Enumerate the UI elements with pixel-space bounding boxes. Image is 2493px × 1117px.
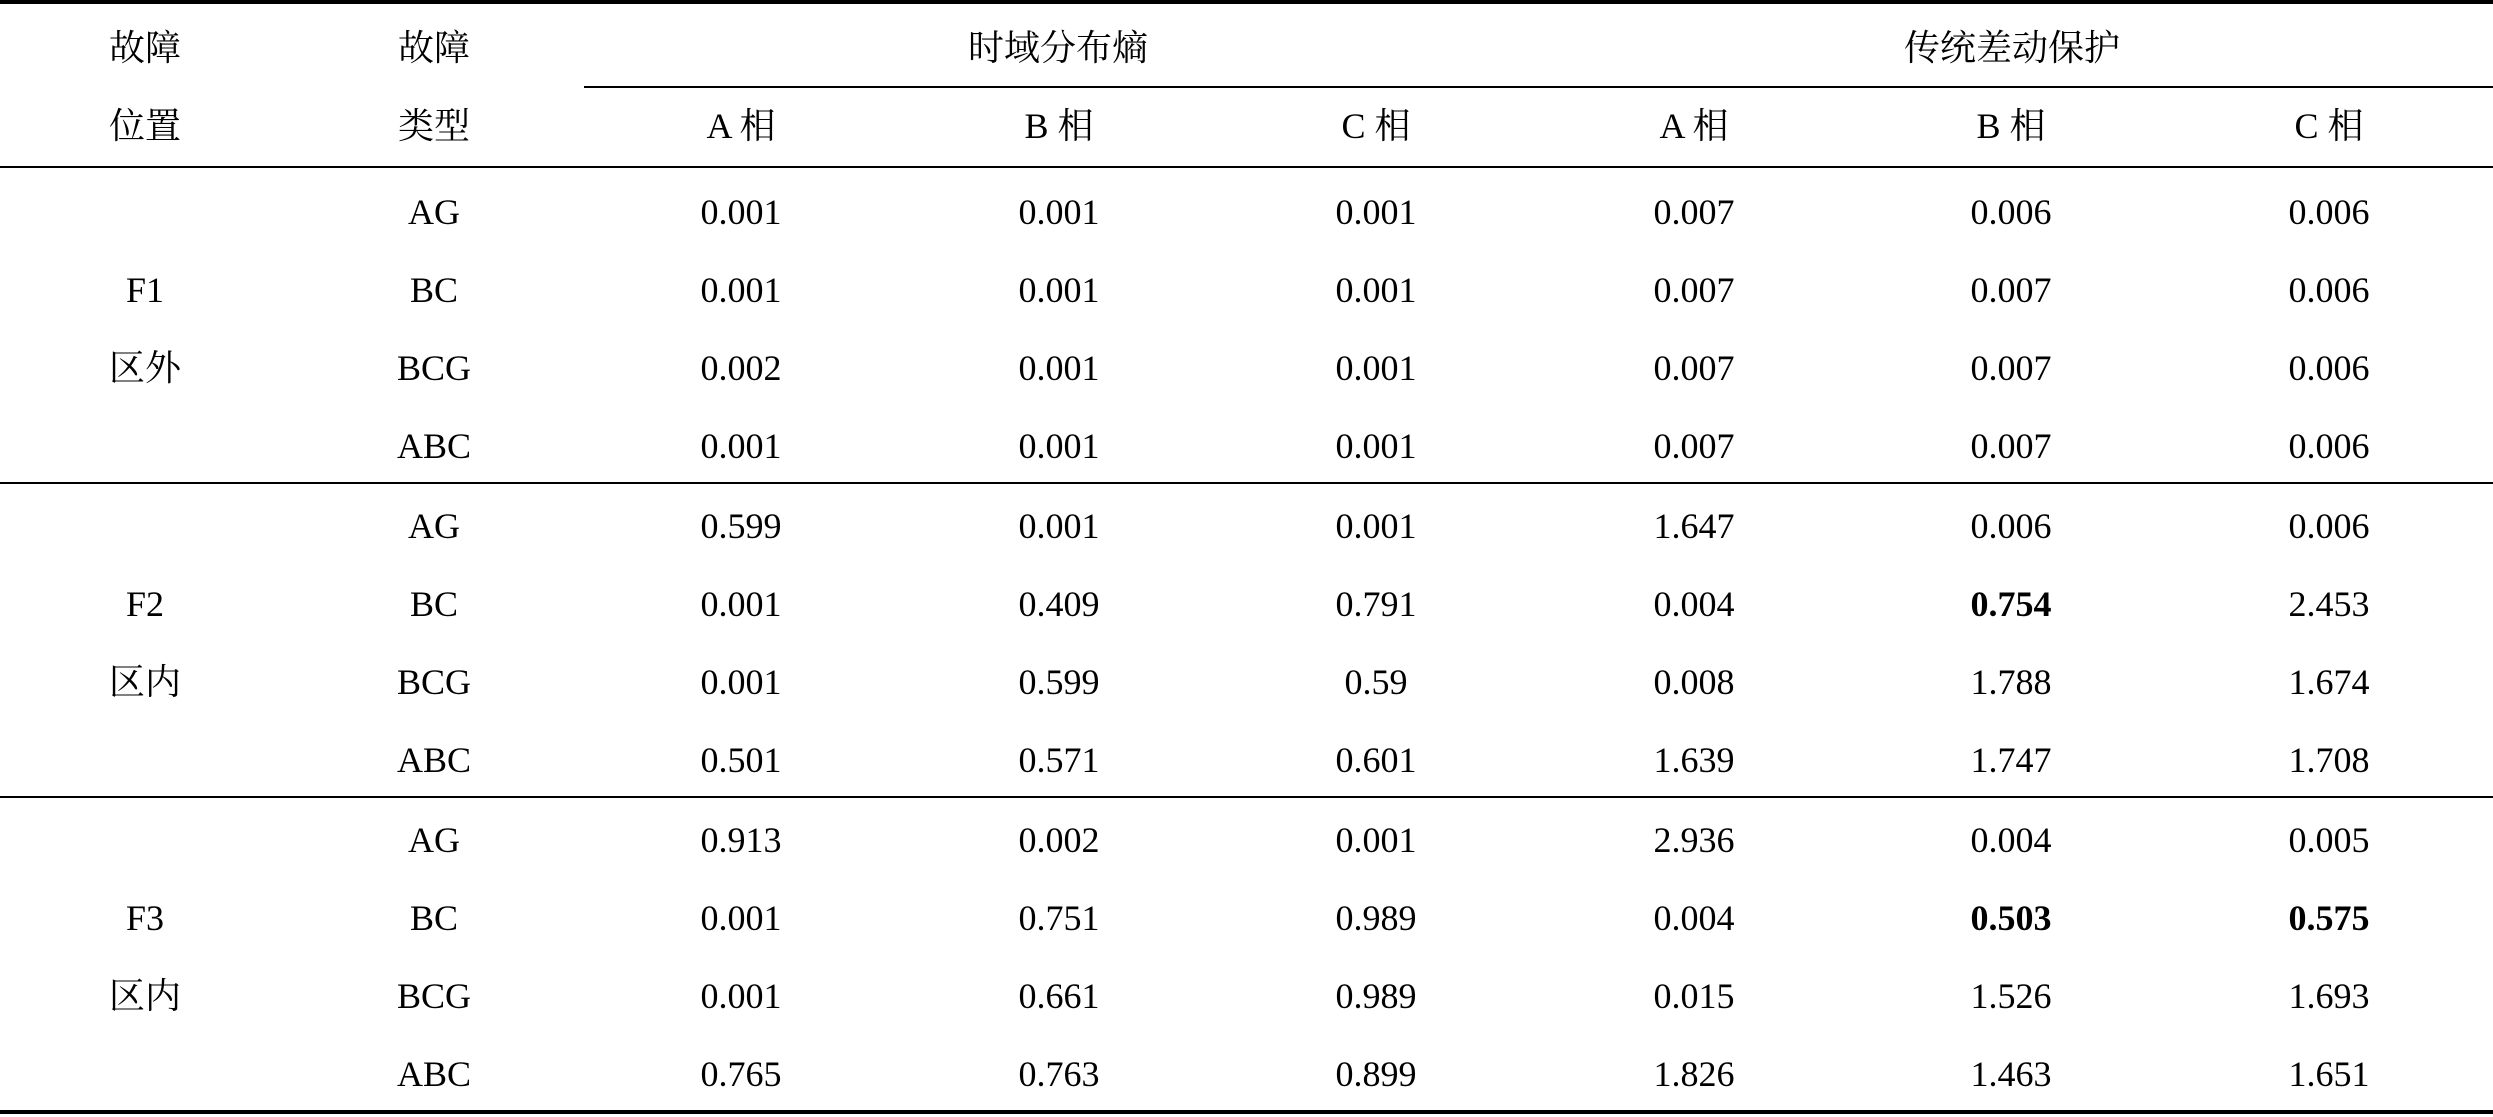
group-separator-rule [0,796,2493,798]
fault-location-label: F1 [125,270,165,310]
value-cell: 0.001 [1018,506,1100,546]
subheader-phase-4: B 相 [1976,106,2046,146]
value-cell: 0.004 [1653,898,1735,938]
value-cell: 1.674 [2288,662,2370,702]
value-cell: 0.001 [700,662,782,702]
value-cell: 0.008 [1653,662,1735,702]
subheader-phase-5: C 相 [2294,106,2364,146]
value-cell: 1.788 [1970,662,2052,702]
value-cell: 0.002 [700,348,782,388]
value-cell: 0.501 [700,740,782,780]
fault-zone-label: 区内 [108,662,182,702]
value-cell: 0.791 [1335,584,1417,624]
value-cell: 0.007 [1653,192,1735,232]
fault-type-cell: BC [409,898,459,938]
value-cell: 0.899 [1335,1054,1417,1094]
group-separator-rule [0,482,2493,484]
value-cell: 0.006 [2288,192,2370,232]
value-cell: 0.661 [1018,976,1100,1016]
value-cell: 0.599 [1018,662,1100,702]
value-cell: 0.001 [700,192,782,232]
value-cell: 0.001 [1335,820,1417,860]
value-cell: 0.001 [1335,348,1417,388]
subheader-phase-3: A 相 [1659,106,1729,146]
value-cell: 0.001 [1335,426,1417,466]
value-cell: 0.763 [1018,1054,1100,1094]
value-cell: 0.005 [2288,820,2370,860]
value-cell: 0.006 [2288,348,2370,388]
value-cell: 0.006 [2288,426,2370,466]
value-cell: 0.503 [1970,898,2052,938]
value-cell: 0.007 [1653,270,1735,310]
fault-type-cell: ABC [396,740,472,780]
value-cell: 0.015 [1653,976,1735,1016]
value-cell: 0.002 [1018,820,1100,860]
value-cell: 0.001 [1018,270,1100,310]
value-cell: 0.601 [1335,740,1417,780]
value-cell: 0.006 [1970,192,2052,232]
fault-zone-label: 区内 [108,976,182,1016]
value-cell: 1.651 [2288,1054,2370,1094]
value-cell: 0.007 [1970,270,2052,310]
value-cell: 0.006 [2288,506,2370,546]
value-cell: 0.007 [1970,348,2052,388]
value-cell: 0.989 [1335,898,1417,938]
header-fault-type-line1: 故障 [397,28,471,68]
value-cell: 0.765 [700,1054,782,1094]
header-fault-type-line2: 类型 [397,106,471,146]
value-cell: 1.463 [1970,1054,2052,1094]
top-rule [0,0,2493,4]
value-cell: 0.001 [1335,506,1417,546]
value-cell: 0.004 [1970,820,2052,860]
value-cell: 0.001 [1018,348,1100,388]
header-fault-location-line2: 位置 [108,106,182,146]
value-cell: 0.007 [1970,426,2052,466]
fault-location-label: F3 [125,898,165,938]
value-cell: 0.007 [1653,348,1735,388]
value-cell: 0.001 [700,976,782,1016]
value-cell: 0.989 [1335,976,1417,1016]
value-cell: 0.001 [700,270,782,310]
value-cell: 0.004 [1653,584,1735,624]
value-cell: 0.006 [1970,506,2052,546]
subheader-phase-2: C 相 [1341,106,1411,146]
value-cell: 1.747 [1970,740,2052,780]
header-group-differential-protection: 传统差动保护 [1903,28,2121,68]
value-cell: 0.001 [700,898,782,938]
fault-type-cell: BCG [396,976,472,1016]
value-cell: 0.754 [1970,584,2052,624]
value-cell: 0.001 [1335,192,1417,232]
value-cell: 0.001 [700,426,782,466]
fault-zone-label: 区外 [108,348,182,388]
value-cell: 1.708 [2288,740,2370,780]
value-cell: 0.571 [1018,740,1100,780]
value-cell: 0.751 [1018,898,1100,938]
header-fault-location-line1: 故障 [108,28,182,68]
value-cell: 1.647 [1653,506,1735,546]
value-cell: 0.001 [1018,426,1100,466]
header-bottom-rule [0,166,2493,168]
fault-type-cell: ABC [396,426,472,466]
fault-type-cell: BCG [396,662,472,702]
fault-type-cell: BC [409,270,459,310]
fault-type-cell: AG [408,192,460,232]
subheader-phase-1: B 相 [1024,106,1094,146]
value-cell: 0.001 [1335,270,1417,310]
value-cell: 0.59 [1344,662,1408,702]
value-cell: 0.001 [1018,192,1100,232]
group-header-rule [584,86,2493,88]
value-cell: 1.526 [1970,976,2052,1016]
value-cell: 1.826 [1653,1054,1735,1094]
fault-location-label: F2 [125,584,165,624]
header-group-time-domain-entropy: 时域分布熵 [967,28,1149,68]
value-cell: 0.599 [700,506,782,546]
value-cell: 2.936 [1653,820,1735,860]
subheader-phase-0: A 相 [706,106,776,146]
fault-type-cell: AG [408,506,460,546]
value-cell: 0.006 [2288,270,2370,310]
value-cell: 0.007 [1653,426,1735,466]
fault-type-cell: BC [409,584,459,624]
fault-type-cell: AG [408,820,460,860]
bottom-rule [0,1110,2493,1114]
value-cell: 1.693 [2288,976,2370,1016]
fault-type-cell: ABC [396,1054,472,1094]
value-cell: 0.575 [2288,898,2370,938]
value-cell: 2.453 [2288,584,2370,624]
fault-type-cell: BCG [396,348,472,388]
value-cell: 0.913 [700,820,782,860]
value-cell: 0.409 [1018,584,1100,624]
value-cell: 0.001 [700,584,782,624]
value-cell: 1.639 [1653,740,1735,780]
